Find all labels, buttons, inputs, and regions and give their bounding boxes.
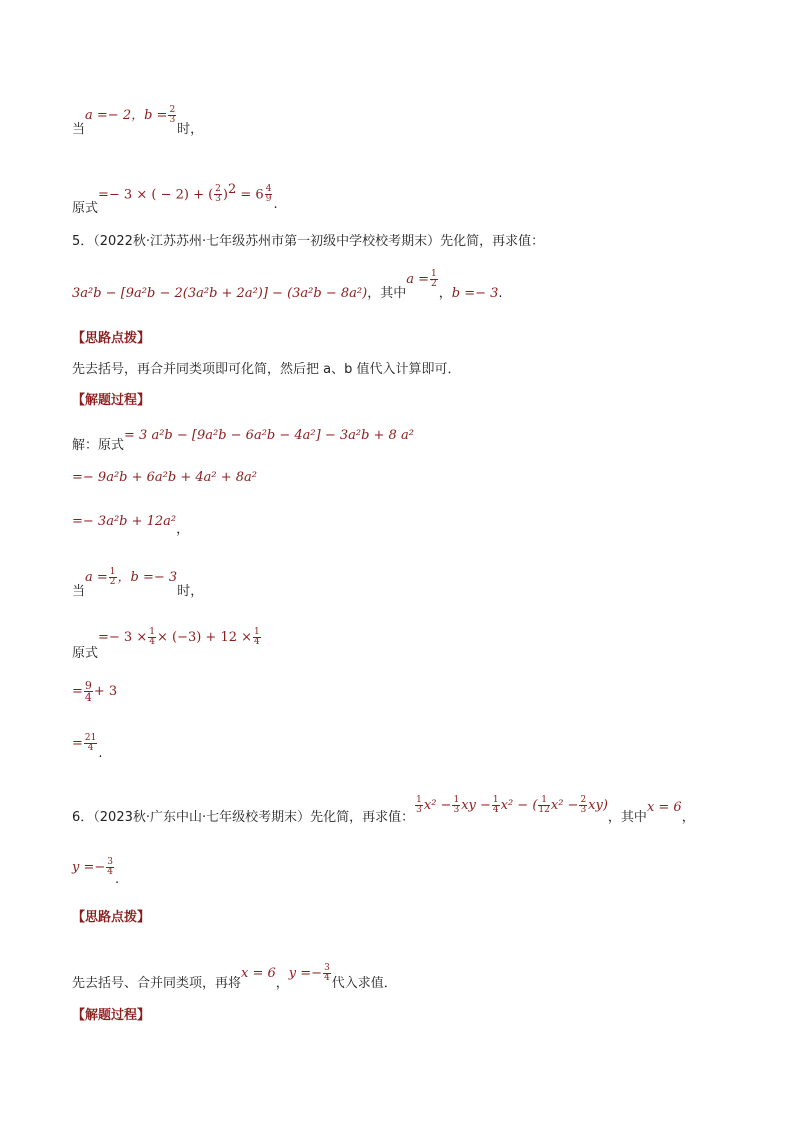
condition-expr: a =− 2，b = (85, 108, 168, 123)
question-6-line: 6．（2023秋·广东中山·七年级校考期末）先化简，再求值： $\frac{1}{3}$ x² − $\frac{1}{3}$ xy − $\frac{1}{4}$ x² − ( $\frac{1}{12}$ x² − $\frac{2}{3}$ xy)，其中x = 6， (72, 795, 695, 825)
solution-5-line-7: = $\frac{21}{4}$ . (72, 733, 103, 761)
hint-heading-6: 【思路点拨】 (72, 910, 151, 925)
question-5-source: 5．（2022秋·江苏苏州·七年级苏州市第一初级中学校校考期末）先化简，再求值： (72, 234, 545, 249)
solution-5-line-2: =− 9a²b + 6a²b + 4a² + 8a² (72, 470, 257, 485)
condition-line-top: 当a =− 2，b = $\frac{2}{3}$ 时， (72, 105, 204, 137)
fraction: $\frac{2}{3}$ (169, 105, 176, 125)
hint-heading-5: 【思路点拨】 (72, 331, 151, 346)
hint-text-5: 先去括号，再合并同类项即可化简，然后把 a、b 值代入计算即可． (72, 362, 461, 377)
solution-5-line-6: = $\frac{9}{4}$ + 3 (72, 679, 118, 704)
solution-5-line-4: 当a = $\frac{1}{2}$ ，b =− 3时， (72, 567, 204, 599)
solution-heading-5: 【解题过程】 (72, 393, 151, 408)
solution-5-line-3: =− 3a²b + 12a²， (72, 514, 190, 537)
question-5-expression: 3a²b − [9a²b − 2(3a²b + 2a²)] − (3a²b − 8a²)，其中a = $\frac{1}{2}$ ，b =− 3. (72, 269, 503, 301)
solution-5-line-5: 原式=− 3 × $\frac{1}{4}$ × (−3) + 12 × $\frac{1}{4}$ (72, 627, 260, 661)
original-expr-top: 原式=− 3 × ( − 2) + ( $\frac{2}{3}$ )$^2$ = 6 $\frac{4}{9}$ . (72, 182, 278, 217)
hint-text-6: 先去括号、合并同类项，再将x = 6，y =− $\frac{3}{4}$ 代入求值． (72, 963, 397, 991)
solution-5-line-1: 解：原式= 3 a²b − [9a²b − 6a²b − 4a²] − 3a²b + 8 a² (72, 428, 414, 453)
question-6-cond-y: y =− $\frac{3}{4}$ . (72, 857, 120, 887)
solution-heading-6: 【解题过程】 (72, 1008, 151, 1023)
